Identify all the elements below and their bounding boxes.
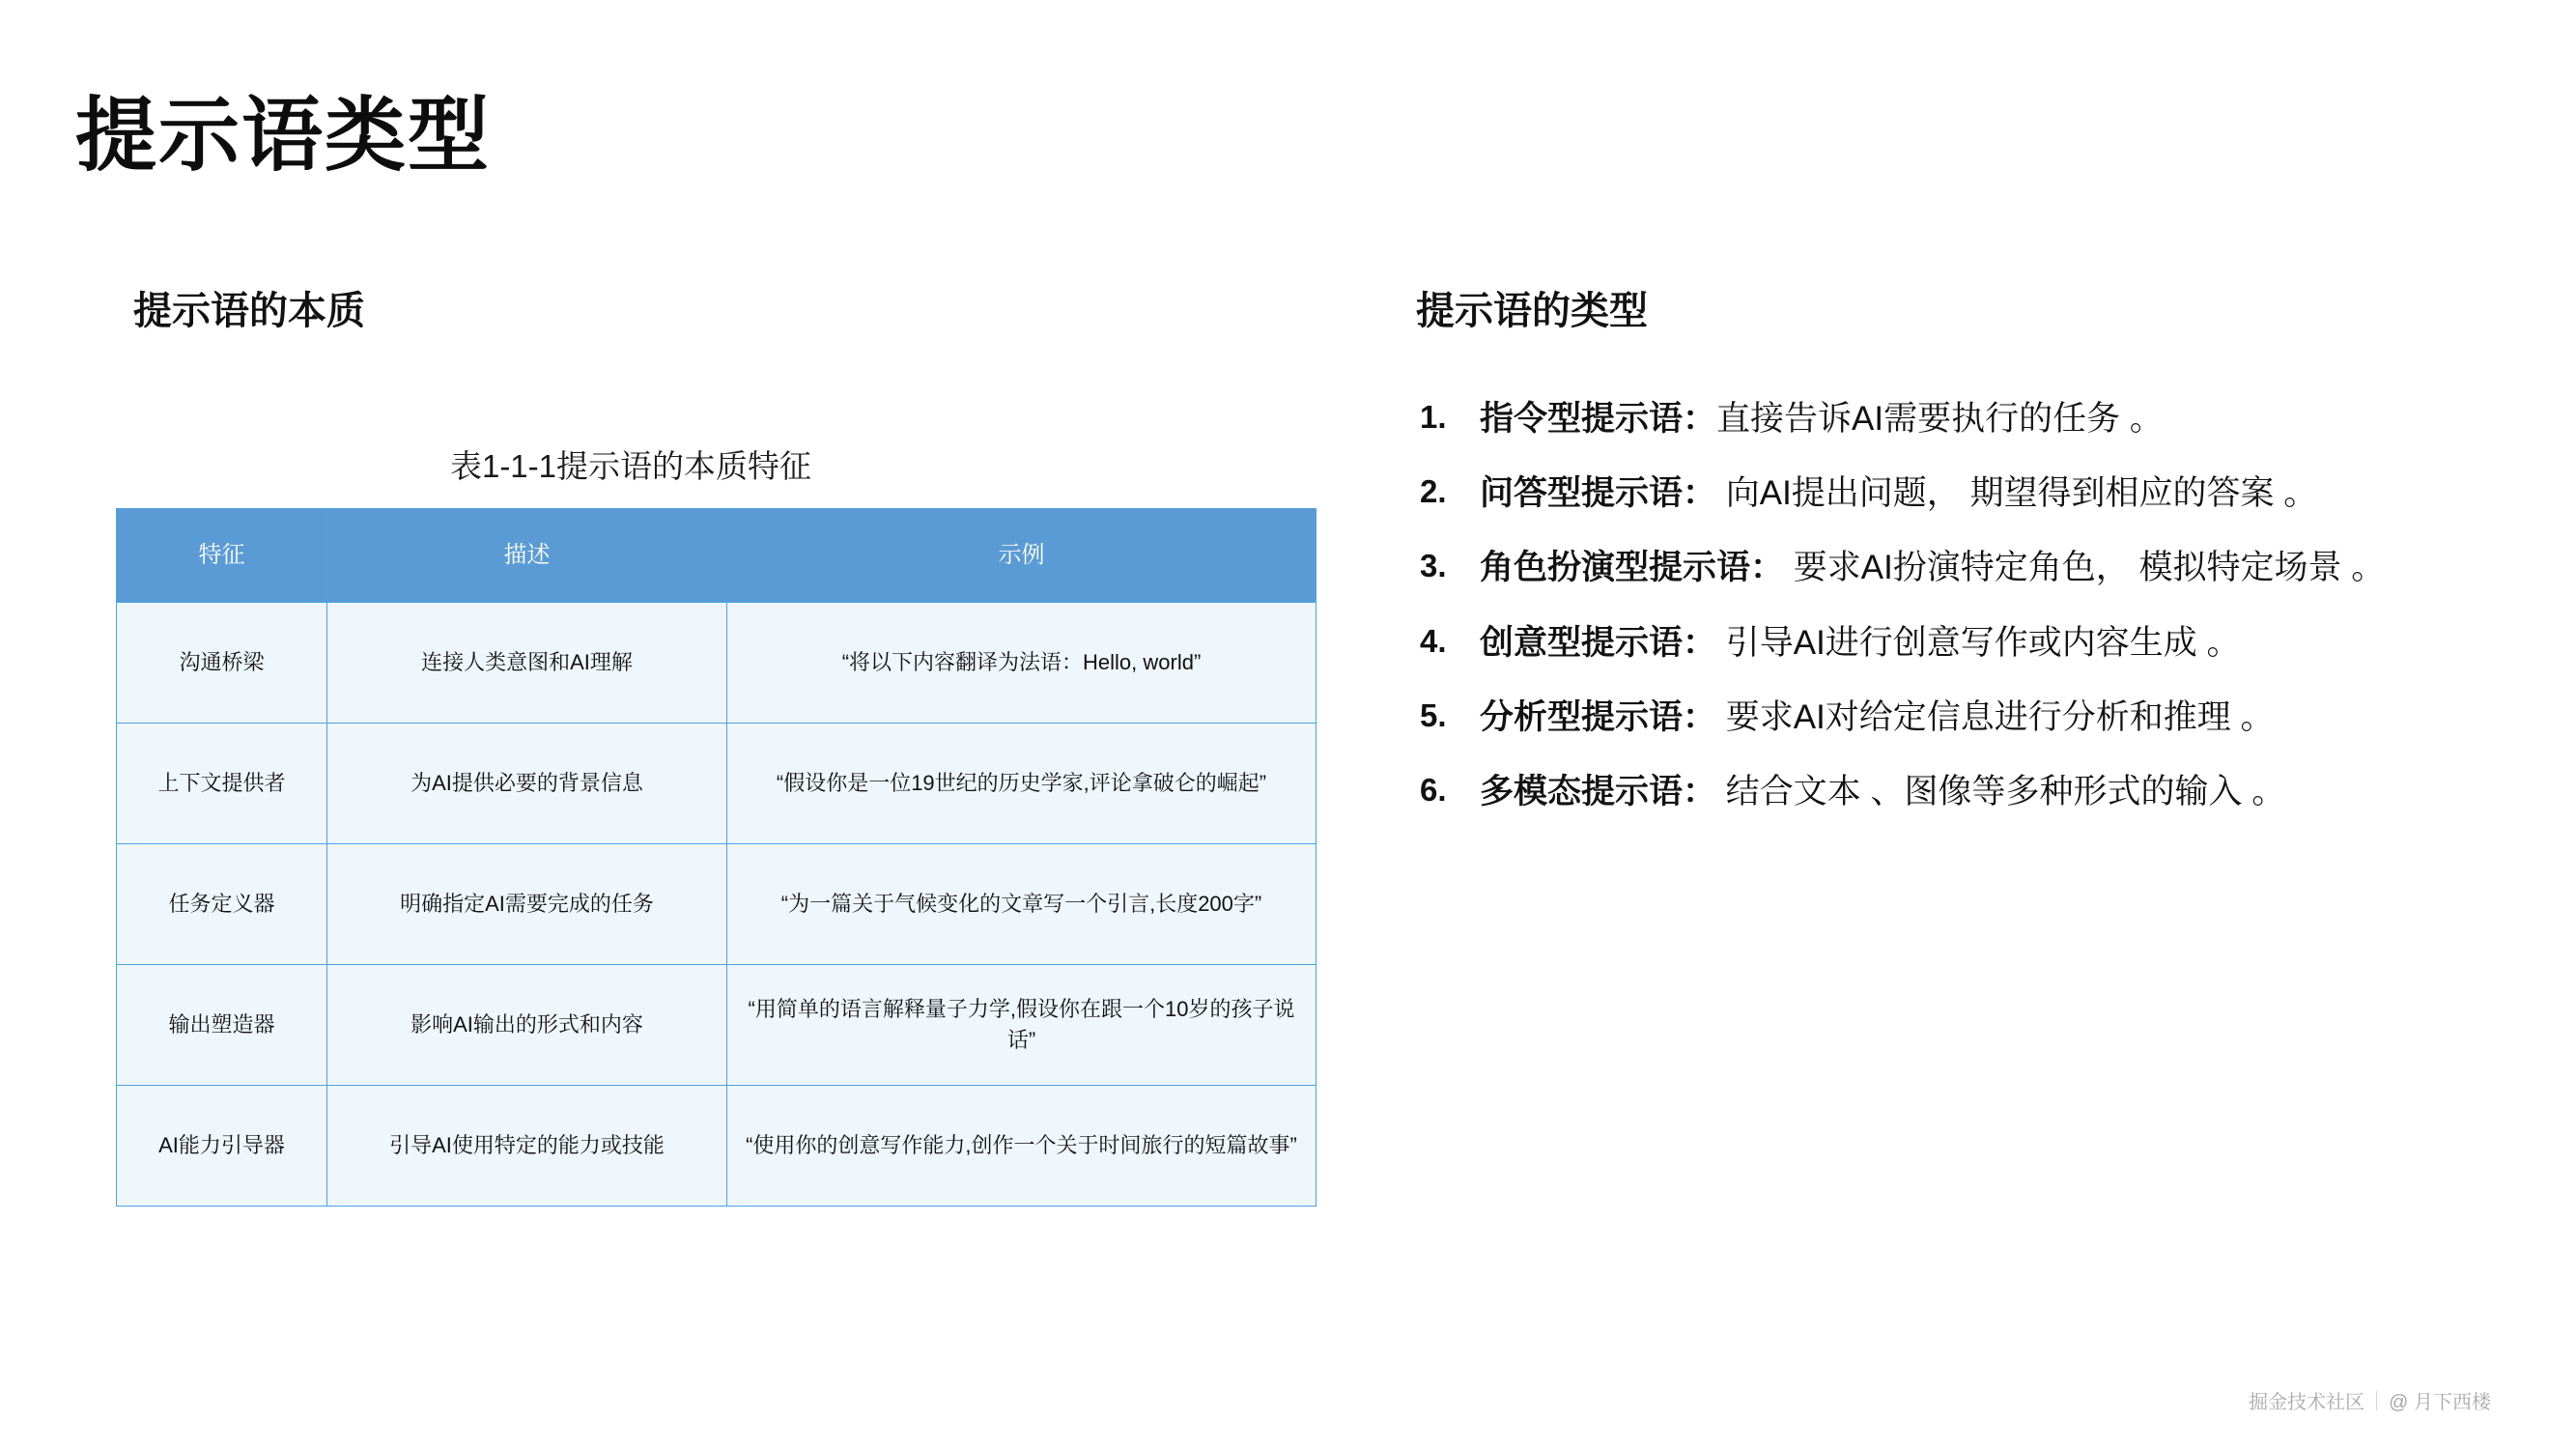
list-item-lead: 创意型提示语： (1480, 623, 1717, 662)
cell-feature: 上下文提供者 (117, 724, 327, 844)
cell-description: 明确指定AI需要完成的任务 (327, 844, 727, 965)
list-item-text: 要求AI扮演特定角色， 模拟特定场景 。 (1784, 549, 2386, 587)
cell-feature: AI能力引导器 (117, 1086, 327, 1207)
cell-example: “假设你是一位19世纪的历史学家,评论拿破仑的崛起” (727, 724, 1316, 844)
table-row (117, 965, 1316, 1086)
list-item-lead: 角色扮演型提示语： (1480, 549, 1785, 587)
cell-description: 影响AI输出的形式和内容 (327, 965, 727, 1086)
list-item-lead: 多模态提示语： (1480, 772, 1717, 810)
list-item-text: 向AI提出问题， 期望得到相应的答案 。 (1716, 474, 2318, 513)
list-item (1410, 542, 2502, 593)
footer-divider (2376, 1391, 2377, 1410)
cell-example: “使用你的创意写作能力,创作一个关于时间旅行的短篇故事” (727, 1086, 1316, 1207)
table-header-row (117, 509, 1316, 603)
list-item-lead: 指令型提示语： (1480, 400, 1717, 438)
list-item (1410, 468, 2502, 519)
table-row (117, 1086, 1316, 1207)
list-item-text: 直接告诉AI需要执行的任务 。 (1716, 400, 2164, 438)
list-item (1410, 617, 2502, 668)
right-section-heading: 提示语的类型 (1416, 290, 1648, 332)
prompt-type-list (1410, 393, 2502, 817)
footer-author: @ 月下西楼 (2389, 1392, 2491, 1413)
table-header-cell-description: 描述 (327, 509, 727, 603)
table-row (117, 724, 1316, 844)
cell-feature: 沟通桥梁 (117, 603, 327, 724)
table-header-cell-example: 示例 (727, 509, 1316, 603)
table-row (117, 603, 1316, 724)
cell-description: 连接人类意图和AI理解 (327, 603, 727, 724)
cell-description: 引导AI使用特定的能力或技能 (327, 1086, 727, 1207)
cell-example: “用简单的语言解释量子力学,假设你在跟一个10岁的孩子说话” (727, 965, 1316, 1086)
table-row (117, 844, 1316, 965)
list-item-lead: 问答型提示语： (1480, 474, 1717, 513)
footer-watermark (2249, 1386, 2491, 1414)
cell-feature: 输出塑造器 (117, 965, 327, 1086)
feature-table (116, 508, 1316, 1207)
left-column (75, 280, 1331, 1207)
list-item (1410, 766, 2502, 817)
list-item-text: 引导AI进行创意写作或内容生成 。 (1716, 623, 2241, 662)
table-caption: 表1-1-1提示语的本质特征 (449, 448, 812, 484)
cell-example: “为一篇关于气候变化的文章写一个引言,长度200字” (727, 844, 1316, 965)
list-item-lead: 分析型提示语： (1480, 697, 1717, 736)
table-header-cell-feature: 特征 (117, 509, 327, 603)
list-item-text: 结合文本 、图像等多种形式的输入 。 (1716, 772, 2286, 810)
page-title: 提示语类型 (75, 90, 492, 182)
cell-description: 为AI提供必要的背景信息 (327, 724, 727, 844)
list-item (1410, 692, 2502, 743)
list-item-text: 要求AI对给定信息进行分析和推理 。 (1716, 697, 2275, 736)
left-section-heading: 提示语的本质 (133, 290, 365, 332)
cell-feature: 任务定义器 (117, 844, 327, 965)
right-column (1410, 280, 2502, 840)
list-item (1410, 393, 2502, 444)
cell-example: “将以下内容翻译为法语：Hello, world” (727, 603, 1316, 724)
footer-source: 掘金技术社区 (2249, 1392, 2365, 1413)
